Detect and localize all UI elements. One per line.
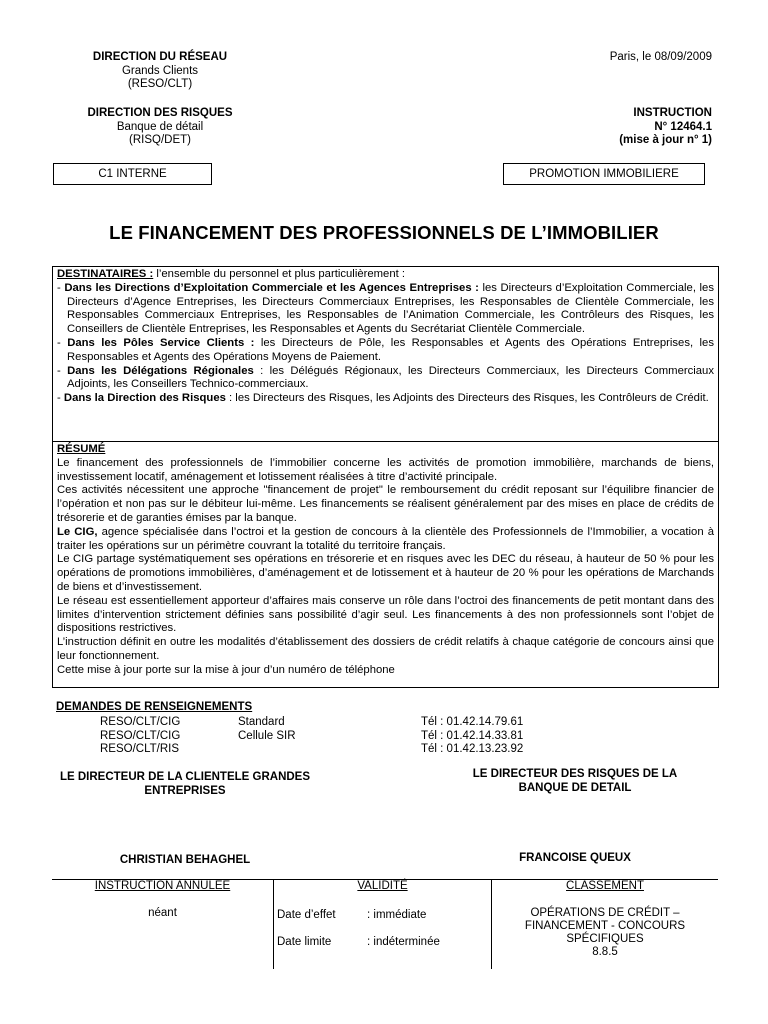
footer-validity [274,880,491,892]
issuer-risks-title: DIRECTION DES RISQUES [87,107,233,119]
issuer-risks-code: (RISQ/DET) [129,134,191,146]
recipients-section [52,266,719,442]
footer-cancelled-value: néant [148,907,177,919]
footer-classification-line: SPÉCIFIQUES [566,933,644,945]
contact-name [238,743,421,757]
summary-cig-label: Le CIG, [57,525,98,538]
summary-paragraph: Le CIG partage systématiquement ses opérations en trésorerie et en risques avec les DEC du réseau, à hauteur de 50 % pour les opérations de promotions immobilières, d’aménagement et de lotissement et à hauteur de 20 % pour les opérations de Marchands de biens et d’investissement. [57,553,714,593]
issuer-network-code: (RESO/CLT) [127,78,193,90]
summary-section [52,441,719,688]
footer-classification-value [492,907,718,959]
footer-effect-value: : immédiate [367,909,427,921]
contact-phone: Tél : 01.42.13.23.92 [421,743,524,755]
footer-classification [492,880,718,959]
contact-row [100,743,523,757]
instruction-block [619,107,712,148]
contact-row [100,730,523,744]
contact-phone: Tél : 01.42.14.33.81 [421,729,524,742]
signatory-left-name: CHRISTIAN BEHAGHEL [119,854,251,866]
instruction-number: N° 12464.1 [654,120,712,133]
recipient-item-text: les Directeurs d’Exploitation Commerciale, les Directeurs d’Agence Entreprises, les Directeurs Commerciaux Entreprises, les Responsables de Clientèle Commerciale, les Responsables Commerciaux Entreprises, les Responsables de l’Animation Commerciale, les Contrôleurs des Risques, les Conseillers de Clientèle Entreprises, les Responsables et Agents du Secrétariat Clientèle Commerciale. [67,281,714,336]
summary-paragraph: L’instruction définit en outre les modalités d’établissement des dossiers de crédit relatifs à chaque catégorie de concours ainsi que leur fonctionnement. [57,636,714,662]
summary-cig-text: agence spécialisée dans l’octroi et la gestion de concours à la clientèle des Professionnels de l’Immobilier, a vocation à traiter les opérations sur un périmètre couvrant la totalité du territoire français. [57,525,714,552]
recipients-intro [57,268,714,282]
recipient-item-text: : les Délégués Régionaux, les Directeurs Commerciaux, les Directeurs Commerciaux Adjoints, les Conseillers Technico-commerciaux. [67,364,714,391]
footer-classification-line: 8.8.5 [592,946,618,958]
signatory-right-title-line: LE DIRECTEUR DES RISQUES DE LA [472,768,678,780]
recipients-intro-text: l’ensemble du personnel et plus particulièrement : [153,268,406,280]
footer-classification-line: OPÉRATIONS DE CRÉDIT – [530,907,680,919]
footer-limit-label: Date limite [277,936,332,948]
signatory-right-title [420,767,730,795]
instruction-label: INSTRUCTION [633,107,712,119]
document-date: Paris, le 08/09/2009 [609,51,712,63]
recipients-label: DESTINATAIRES : [57,268,154,280]
contact-name: Cellule SIR [238,729,296,742]
footer-classification-label: CLASSEMENT [566,880,644,892]
summary-paragraph: Cette mise à jour porte sur la mise à jour d’un numéro de téléphone [57,663,395,676]
category-box: PROMOTION IMMOBILIERE [503,163,705,185]
summary-label: RÉSUMÉ [57,443,106,455]
signatory-right-name: FRANCOISE QUEUX [519,852,631,864]
contact-row [100,716,523,730]
contacts-table [100,716,523,757]
signatory-left-title-line: ENTREPRISES [144,785,226,797]
footer-cancelled [52,880,273,919]
contact-code: RESO/CLT/RIS [100,743,180,755]
contacts-label: DEMANDES DE RENSEIGNEMENTS [56,701,253,713]
signatory-right-title-line: BANQUE DE DETAIL [518,782,632,794]
footer-cancelled-label: INSTRUCTION ANNULEE [94,880,231,892]
recipient-item: - Dans la Direction des Risques : les Directeurs des Risques, les Adjoints des Directeurs des Risques, les Contrôleurs de Crédit. [57,392,709,405]
contact-phone: Tél : 01.42.14.79.61 [421,716,524,728]
issuer-network [60,51,260,92]
footer-limit-value: : indéterminée [367,936,440,948]
recipient-item-heading: Dans les Délégations Régionales [67,364,254,377]
recipient-item-text: : les Directeurs des Risques, les Adjoints des Directeurs des Risques, les Contrôleurs de Crédit. [225,392,709,405]
summary-paragraph: Le réseau est essentiellement apporteur d’affaires mais conserve un rôle dans l’octroi des financements de petit montant dans des limites d’intervention strictement définies sans possibilité d’agir seul. Les financements à des non professionnels sont l’objet de dispositions restrictives. [57,594,714,635]
document-title: LE FINANCEMENT DES PROFESSIONNELS DE L’IMMOBILIER [109,222,659,243]
signatory-left-title-line: LE DIRECTEUR DE LA CLIENTELE GRANDES [59,771,311,783]
signatory-left-title [30,770,340,798]
recipient-item: - Dans les Délégations Régionales : les Délégués Régionaux, les Directeurs Commerciaux, les Directeurs Commerciaux Adjoints, les Conseillers Technico-commerciaux. [57,364,714,391]
classification-box: C1 INTERNE [53,163,212,185]
contact-code: RESO/CLT/CIG [100,729,181,742]
summary-paragraph [57,526,714,554]
footer-divider [273,879,274,969]
issuer-network-title: DIRECTION DU RÉSEAU [92,51,228,63]
recipient-item-heading: Dans la Direction des Risques [63,392,226,405]
footer-validity-label: VALIDITÉ [357,880,408,892]
recipient-item-heading: Dans les Pôles Service Clients : [67,336,255,349]
footer-classification-line: FINANCEMENT - CONCOURS [524,920,686,932]
issuer-risks-sub: Banque de détail [116,120,204,133]
summary-paragraph: Le financement des professionnels de l’immobilier concerne les activités de promotion immobilière, marchands de biens, investissement locatif, aménagement et lotissement réalisées à titre d’activité principale. [57,456,714,483]
recipient-item: - Dans les Pôles Service Clients : les Directeurs de Pôle, les Responsables et Agents des Opérations Entreprises, les Responsables et Agents des Opérations Moyens de Paiement. [57,336,714,363]
issuer-risks [60,107,260,148]
recipient-item: - Dans les Directions d’Exploitation Commerciale et les Agences Entreprises : les Directeurs d’Exploitation Commerciale, les Directeurs d’Agence Entreprises, les Directeurs Commerciaux Entreprises, les Responsables de Clientèle Commerciale, les Responsables Commerciaux Entreprises, les Responsables de l’Animation Commerciale, les Contrôleurs des Risques, les Conseillers de Clientèle Entreprises, les Responsables et Agents du Secrétariat Clientèle Commerciale. [57,281,714,336]
contact-name: Standard [238,716,285,728]
footer-effect-label: Date d’effet [277,909,336,921]
issuer-network-sub: Grands Clients [121,64,199,77]
summary-paragraph: Ces activités nécessitent une approche "financement de projet" le remboursement du crédit reposant sur l’équilibre financier de l’opération et non pas sur le débiteur lui-même. Les financements se réalisent généralement par des mises en place de crédits de trésorerie et de garanties émises par la banque. [57,484,714,524]
contact-code: RESO/CLT/CIG [100,716,181,728]
recipient-item-text: les Directeurs de Pôle, les Responsables et Agents des Opérations Entreprises, les Responsables et Agents des Opérations Moyens de Paiement. [67,336,714,363]
recipient-item-heading: Dans les Directions d’Exploitation Commerciale et les Agences Entreprises : [64,281,479,294]
instruction-update: (mise à jour n° 1) [619,134,712,146]
